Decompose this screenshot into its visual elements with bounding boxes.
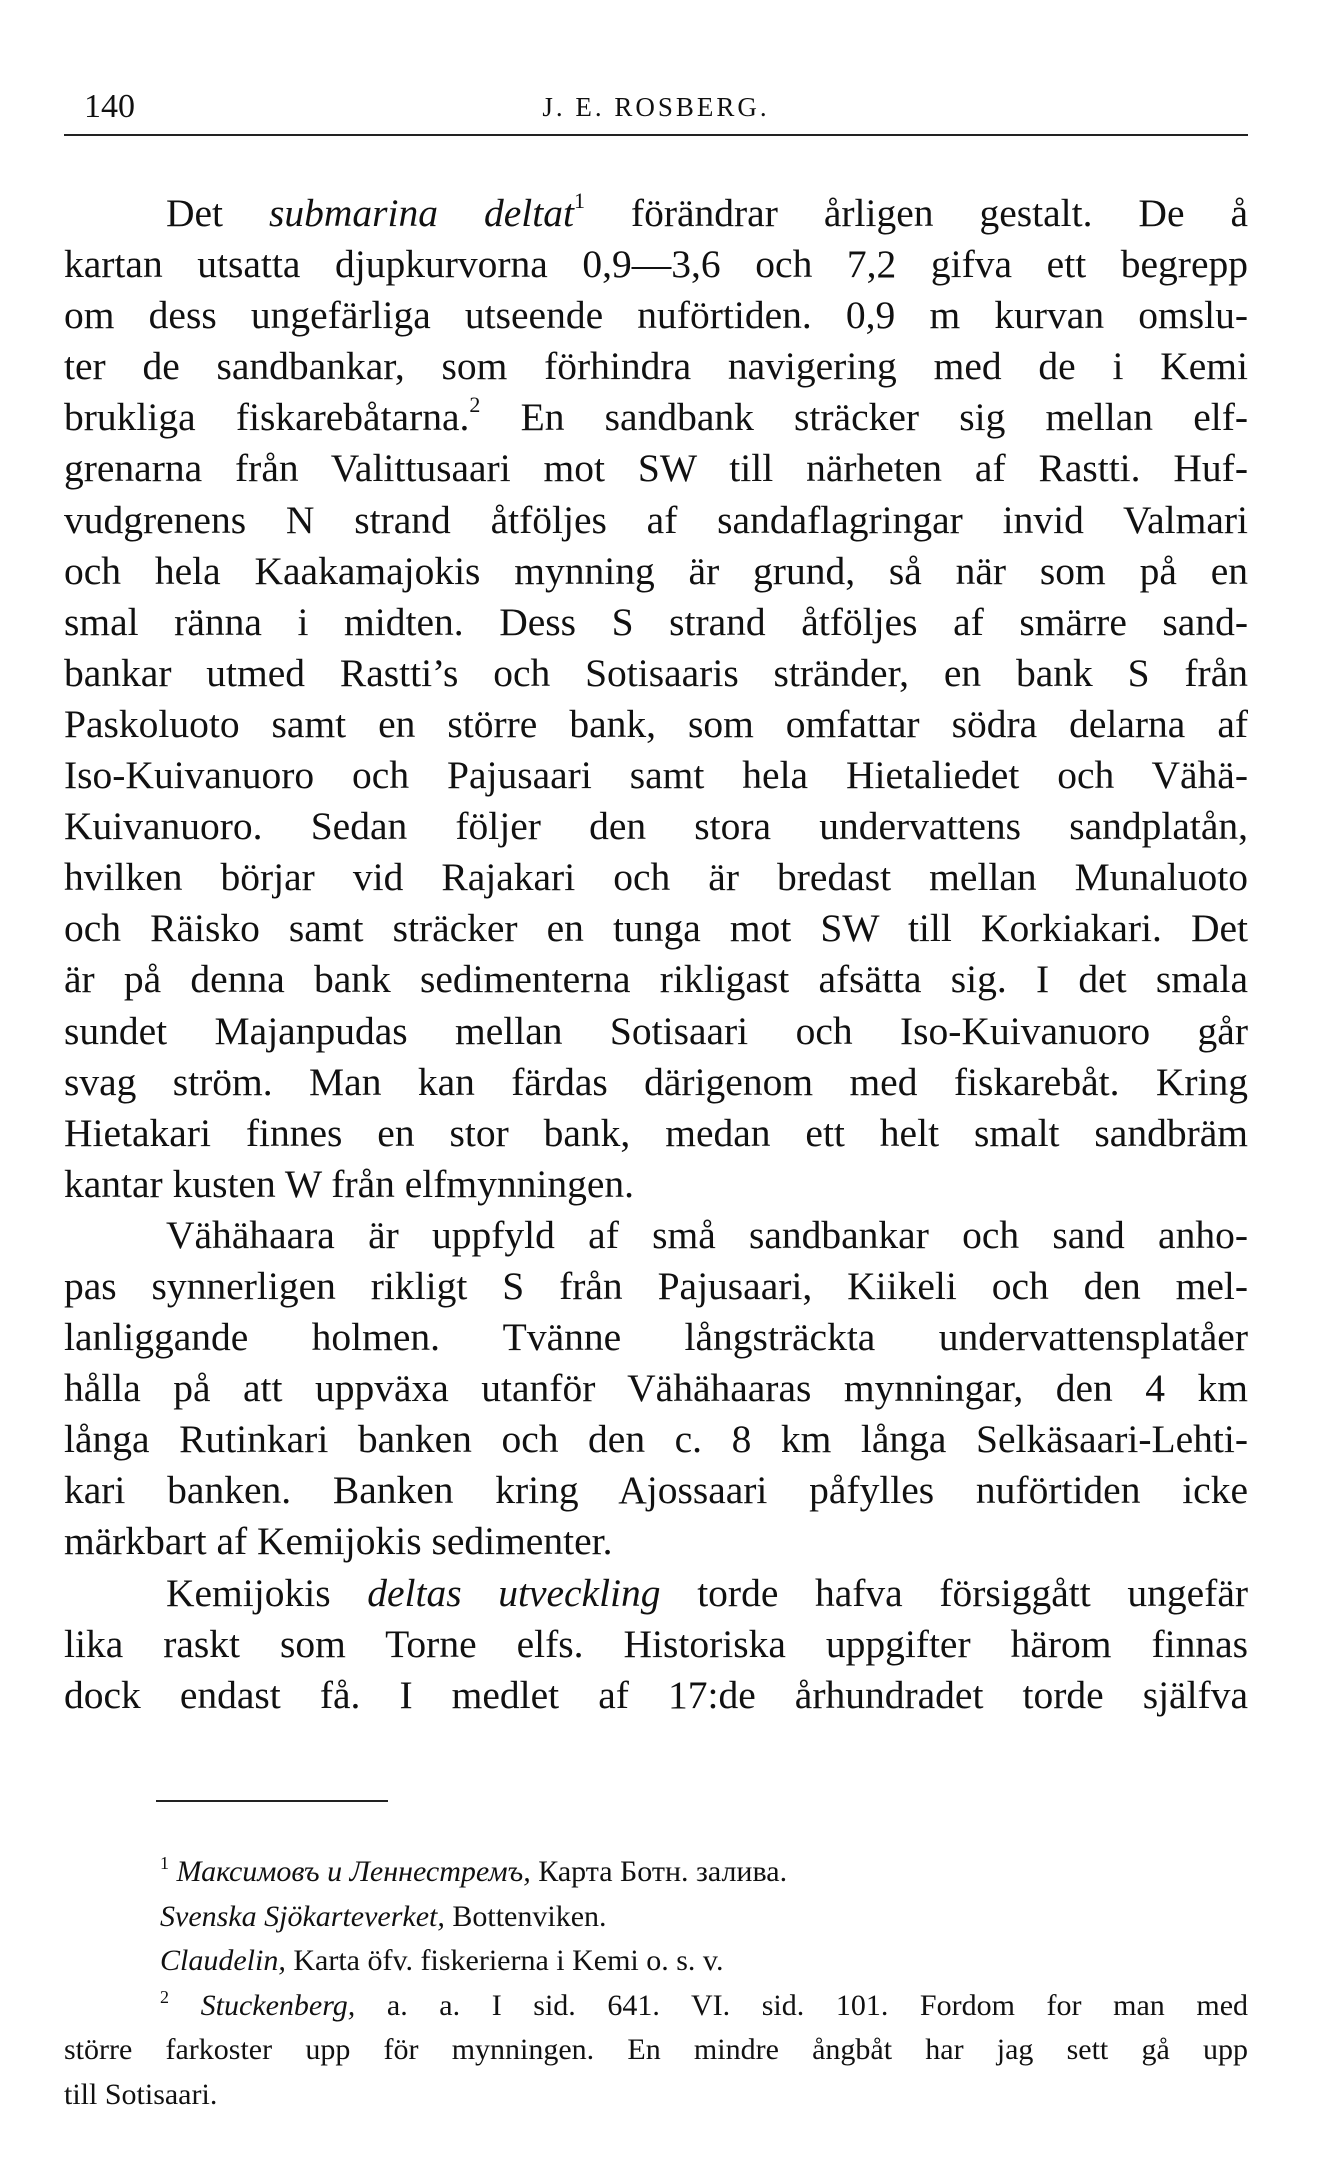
running-header — [64, 82, 1248, 136]
footnote-text: a. a. I sid. 641. VI. sid. 101. Fordom for man med — [355, 1988, 1248, 2022]
text-line — [64, 392, 1248, 443]
footnote-divider — [156, 1800, 388, 1802]
italic-term: submarina deltat — [269, 191, 574, 235]
text-line: märkbart af Kemijokis sedimenter. — [64, 1519, 613, 1564]
footnotes — [64, 1850, 1248, 2117]
text-line: vudgrenens N strand åtföljes af sandaflagringar invid Valmari — [64, 497, 1248, 542]
text-line: ter de sandbankar, som förhindra navigering med de i Kemi — [64, 344, 1248, 389]
text-line: dock endast få. I medlet af 17:de århundradet torde själfva — [64, 1672, 1248, 1717]
text-line: kantar kusten W från elfmynningen. — [64, 1161, 635, 1206]
text-run: En sandbank sträcker sig mellan elf- — [480, 395, 1248, 440]
text-line — [64, 1568, 1248, 1619]
footnote-1 — [64, 1850, 1248, 1895]
footnote-mark: 2 — [160, 1986, 169, 2007]
text-line: lika raskt som Torne elfs. Historiska uppgifter härom finnas — [64, 1621, 1248, 1666]
text-run: torde hafva försiggått ungefär — [660, 1570, 1248, 1615]
text-line: och Räisko samt sträcker en tunga mot SW till Korkiakari. Det — [64, 906, 1248, 951]
footnote-source: Stuckenberg, — [200, 1988, 356, 2022]
footnote-2-cont: större farkoster upp för mynningen. En mindre ångbåt har jag sett gå upp — [64, 2033, 1248, 2066]
text-line: sundet Majanpudas mellan Sotisaari och Iso-Kuivanuoro går — [64, 1008, 1248, 1053]
text-line: grenarna från Valittusaari mot SW till närheten af Rastti. Huf- — [64, 446, 1248, 491]
footnote-mark: 1 — [160, 1853, 169, 1873]
footnote-source: Максимовъ и Леннестремъ, — [176, 1855, 531, 1888]
text-line: Hietakari finnes en stor bank, medan ett helt smalt sandbräm — [64, 1110, 1248, 1155]
text-line: hålla på att uppväxa utanför Vähähaaras mynningar, den 4 km — [64, 1366, 1248, 1411]
footnote-2-cont: till Sotisaari. — [64, 2077, 218, 2111]
text-line: kartan utsatta djupkurvorna 0,9—3,6 och 7,2 gifva ett begrepp — [64, 242, 1248, 287]
text-line: kari banken. Banken kring Ajossaari påfylles nuförtiden icke — [64, 1468, 1248, 1513]
text-line — [64, 188, 1248, 239]
footnote-source: Claudelin, — [160, 1944, 286, 1977]
text-run: brukliga fiskarebåtarna. — [64, 395, 470, 440]
text-line: bankar utmed Rastti’s och Sotisaaris stränder, en bank S från — [64, 650, 1248, 695]
text-line: hvilken börjar vid Rajakari och är bredast mellan Munaluoto — [64, 855, 1248, 900]
footnote-text: Bottenviken. — [444, 1899, 607, 1933]
footnote-2 — [64, 1984, 1248, 2029]
footnote-source: Svenska Sjökarteverket, — [160, 1899, 445, 1933]
text-line: smal ränna i midten. Dess S strand åtföljes af smärre sand- — [64, 599, 1248, 644]
main-text — [64, 188, 1248, 1721]
text-run: Kemijokis — [166, 1570, 368, 1615]
text-line: och hela Kaakamajokis mynning är grund, så när som på en — [64, 548, 1248, 593]
footnote-text: Карта Ботн. залива. — [530, 1855, 788, 1888]
text-run: Det — [166, 191, 270, 235]
footnote-text: Karta öfv. fiskerierna i Kemi o. s. v. — [285, 1944, 724, 1977]
footnote-1-cont — [64, 1939, 1248, 1984]
text-line: lanliggande holmen. Tvänne långsträckta undervattensplatåer — [64, 1315, 1248, 1360]
text-line: Kuivanuoro. Sedan följer den stora undervattens sandplatån, — [64, 804, 1248, 849]
text-line: svag ström. Man kan färdas därigenom med fiskarebåt. Kring — [64, 1059, 1248, 1104]
text-line: Vähähaara är uppfyld af små sandbankar och sand anho- — [166, 1212, 1248, 1257]
text-line: om dess ungefärliga utseende nuförtiden. 0,9 m kurvan omslu- — [64, 293, 1248, 338]
footnote-1-cont — [64, 1895, 1248, 1940]
text-line: Paskoluoto samt en större bank, som omfattar södra delarna af — [64, 701, 1248, 746]
text-run: förändrar årligen gestalt. De å — [584, 191, 1248, 235]
text-line: är på denna bank sedimenterna rikligast afsätta sig. I det smala — [64, 957, 1248, 1002]
running-head-author: J. E. ROSBERG. — [542, 92, 770, 122]
footnote-ref-2: 2 — [469, 392, 481, 418]
footnote-ref-1: 1 — [573, 188, 585, 213]
text-line: pas synnerligen rikligt S från Pajusaari, Kiikeli och den mel- — [64, 1263, 1248, 1308]
italic-term: deltas utveckling — [367, 1570, 661, 1615]
text-line: långa Rutinkari banken och den c. 8 km långa Selkäsaari-Lehti- — [64, 1417, 1248, 1462]
text-line: Iso-Kuivanuoro och Pajusaari samt hela Hietaliedet och Vähä- — [64, 753, 1248, 798]
page-number: 140 — [84, 88, 135, 125]
